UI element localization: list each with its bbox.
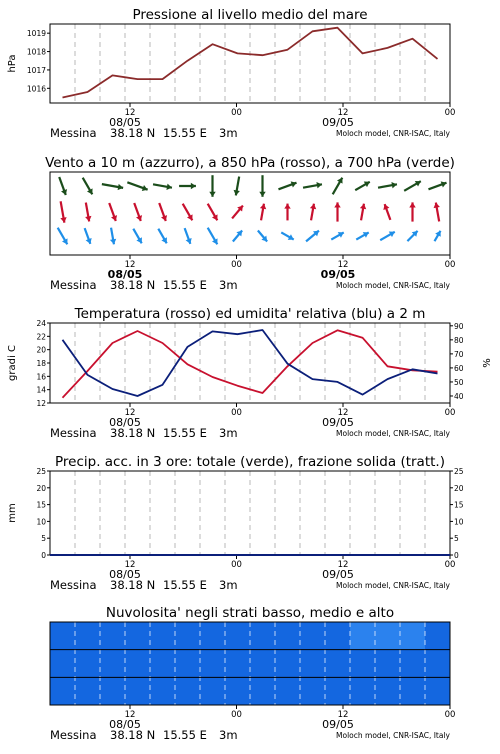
panel-pressure bbox=[7, 7, 455, 140]
location-name: Messina bbox=[50, 426, 97, 440]
date-label: 09/05 bbox=[320, 268, 356, 281]
x-tick-label: 12 bbox=[337, 260, 349, 270]
y-axis-label: mm bbox=[7, 503, 18, 523]
location-name: Messina bbox=[50, 728, 97, 742]
model-credit: Moloch model, CNR-ISAC, Italy bbox=[336, 281, 450, 290]
date-label: 09/05 bbox=[322, 568, 354, 581]
x-tick-label: 12 bbox=[124, 710, 136, 720]
x-tick-label: 00 bbox=[231, 108, 242, 118]
location-name: Messina bbox=[50, 278, 97, 292]
panel-cloudiness bbox=[50, 605, 455, 742]
cloud-cell bbox=[425, 677, 451, 705]
cloud-cell bbox=[250, 677, 276, 705]
location-lat: 38.18 N bbox=[110, 278, 156, 292]
cloud-cell bbox=[100, 677, 126, 705]
cloud-cell bbox=[200, 622, 226, 650]
y-tick-label: 10 bbox=[36, 517, 46, 527]
y-tick-label: 15 bbox=[36, 500, 46, 510]
x-tick-label: 12 bbox=[337, 108, 349, 118]
cloud-cell bbox=[225, 650, 251, 678]
cloud-cell bbox=[425, 650, 451, 678]
cloud-cell bbox=[50, 622, 76, 650]
x-tick-label: 00 bbox=[444, 408, 456, 418]
location-name: Messina bbox=[50, 126, 97, 140]
location-lat: 38.18 N bbox=[110, 578, 156, 592]
y-tick-label: 1017 bbox=[26, 65, 46, 75]
cloud-cell bbox=[75, 650, 101, 678]
y-tick-label: 20 bbox=[36, 483, 46, 493]
location-lon: 15.55 E bbox=[163, 578, 207, 592]
cloud-cell bbox=[75, 677, 101, 705]
cloud-cell bbox=[350, 677, 376, 705]
panel-title: Pressione al livello medio del mare bbox=[132, 7, 368, 23]
y-tick-label: 25 bbox=[36, 467, 46, 476]
cloud-cell bbox=[425, 622, 451, 650]
y-tick-label: 70 bbox=[454, 349, 464, 359]
y-tick-label: 1018 bbox=[26, 47, 46, 57]
cloud-cell bbox=[325, 650, 351, 678]
panel-title: Vento a 10 m (azzurro), a 850 hPa (rosso), a 700 hPa (verde) bbox=[45, 155, 455, 171]
cloud-cell bbox=[150, 677, 176, 705]
cloud-cell bbox=[375, 650, 401, 678]
panel-title: Temperatura (rosso) ed umidita' relativa (blu) a 2 m bbox=[74, 306, 426, 322]
date-label: 08/05 bbox=[107, 268, 143, 281]
cloud-cell bbox=[100, 650, 126, 678]
location-name: Messina bbox=[50, 578, 97, 592]
location-lon: 15.55 E bbox=[163, 126, 207, 140]
y-axis-label: hPa bbox=[7, 54, 18, 73]
cloud-cell bbox=[325, 622, 351, 650]
y-axis-label: gradi C bbox=[7, 345, 18, 381]
cloud-cell bbox=[175, 622, 201, 650]
cloud-cell bbox=[400, 650, 426, 678]
cloud-cell bbox=[275, 677, 301, 705]
y-tick-label: 0 bbox=[454, 551, 459, 560]
cloud-cell bbox=[50, 677, 76, 705]
location-elevation: 3m bbox=[219, 126, 238, 140]
panel-temperature bbox=[7, 306, 493, 440]
cloud-cell bbox=[375, 677, 401, 705]
location-lon: 15.55 E bbox=[163, 426, 207, 440]
x-tick-label: 00 bbox=[231, 408, 242, 418]
x-tick-label: 12 bbox=[337, 710, 349, 720]
cloud-cell bbox=[125, 650, 151, 678]
x-tick-label: 00 bbox=[444, 260, 456, 270]
y-tick-label: 40 bbox=[454, 391, 464, 401]
cloud-cell bbox=[300, 650, 326, 678]
date-label: 09/05 bbox=[322, 718, 354, 731]
cloud-cell bbox=[100, 622, 126, 650]
cloud-cell bbox=[225, 677, 251, 705]
panel-title: Precip. acc. in 3 ore: totale (verde), frazione solida (tratt.) bbox=[55, 454, 445, 470]
x-tick-label: 12 bbox=[124, 408, 136, 418]
y-tick-label: 18 bbox=[36, 359, 46, 368]
model-credit: Moloch model, CNR-ISAC, Italy bbox=[336, 581, 450, 590]
cloud-cell bbox=[225, 622, 251, 650]
date-label: 09/05 bbox=[322, 416, 354, 429]
location-elevation: 3m bbox=[219, 578, 238, 592]
location-elevation: 3m bbox=[219, 426, 238, 440]
y-tick-label: 5 bbox=[454, 534, 459, 544]
x-tick-label: 00 bbox=[231, 260, 242, 270]
y-tick-label: 1019 bbox=[26, 29, 46, 39]
cloud-cell bbox=[125, 622, 151, 650]
cloud-cell bbox=[75, 622, 101, 650]
location-lat: 38.18 N bbox=[110, 126, 156, 140]
model-credit: Moloch model, CNR-ISAC, Italy bbox=[336, 731, 450, 740]
date-label: 08/05 bbox=[109, 568, 141, 581]
y-tick-label: 15 bbox=[454, 500, 464, 510]
y-tick-label: 80 bbox=[454, 335, 464, 345]
y-tick-label: 20 bbox=[454, 483, 464, 493]
y-tick-label: 50 bbox=[454, 377, 464, 387]
y-tick-label: 10 bbox=[454, 517, 464, 527]
cloud-cell bbox=[150, 622, 176, 650]
cloud-cell bbox=[125, 677, 151, 705]
cloud-cell bbox=[375, 622, 401, 650]
cloud-cell bbox=[175, 650, 201, 678]
panel-title: Nuvolosita' negli strati basso, medio e alto bbox=[105, 605, 395, 621]
cloud-cell bbox=[50, 650, 76, 678]
cloud-cell bbox=[325, 677, 351, 705]
cloud-cell bbox=[200, 677, 226, 705]
x-tick-label: 00 bbox=[231, 710, 242, 720]
cloud-cell bbox=[400, 677, 426, 705]
cloud-cell bbox=[300, 677, 326, 705]
y-tick-label: 12 bbox=[36, 399, 46, 408]
y-tick-label: 0 bbox=[41, 551, 46, 560]
location-elevation: 3m bbox=[219, 728, 238, 742]
cloud-cell bbox=[200, 650, 226, 678]
cloud-cell bbox=[175, 677, 201, 705]
y-tick-label: 14 bbox=[36, 385, 46, 395]
panel-precipitation bbox=[7, 454, 464, 592]
model-credit: Moloch model, CNR-ISAC, Italy bbox=[336, 129, 450, 138]
panel-wind bbox=[45, 155, 455, 292]
cloud-cell bbox=[275, 650, 301, 678]
cloud-cell bbox=[300, 622, 326, 650]
x-tick-label: 00 bbox=[444, 108, 456, 118]
cloud-cell bbox=[400, 622, 426, 650]
cloud-cell bbox=[250, 650, 276, 678]
x-tick-label: 00 bbox=[444, 560, 456, 570]
location-lon: 15.55 E bbox=[163, 728, 207, 742]
date-label: 09/05 bbox=[322, 116, 354, 129]
y-tick-label: 5 bbox=[41, 534, 46, 544]
x-tick-label: 00 bbox=[231, 560, 242, 570]
x-tick-label: 12 bbox=[124, 108, 136, 118]
cloud-cell bbox=[350, 650, 376, 678]
date-label: 08/05 bbox=[109, 718, 141, 731]
x-tick-label: 12 bbox=[124, 560, 136, 570]
date-label: 08/05 bbox=[109, 116, 141, 129]
x-tick-label: 00 bbox=[444, 710, 456, 720]
location-lat: 38.18 N bbox=[110, 728, 156, 742]
cloud-cell bbox=[275, 622, 301, 650]
y-tick-label: 25 bbox=[454, 467, 464, 476]
x-tick-label: 12 bbox=[337, 408, 349, 418]
y-axis-label: % bbox=[482, 358, 493, 368]
y-tick-label: 60 bbox=[454, 363, 464, 373]
cloud-cell bbox=[350, 622, 376, 650]
y-tick-label: 22 bbox=[36, 332, 46, 342]
date-label: 08/05 bbox=[109, 416, 141, 429]
model-credit: Moloch model, CNR-ISAC, Italy bbox=[336, 429, 450, 438]
x-tick-label: 12 bbox=[337, 560, 349, 570]
x-tick-label: 12 bbox=[124, 260, 136, 270]
location-lon: 15.55 E bbox=[163, 278, 207, 292]
y-tick-label: 1016 bbox=[26, 84, 46, 94]
y-tick-label: 16 bbox=[36, 372, 46, 382]
cloud-cell bbox=[150, 650, 176, 678]
y-tick-label: 90 bbox=[454, 321, 464, 331]
y-tick-label: 20 bbox=[36, 345, 46, 355]
location-lat: 38.18 N bbox=[110, 426, 156, 440]
cloud-cell bbox=[250, 622, 276, 650]
y-tick-label: 24 bbox=[36, 319, 46, 328]
location-elevation: 3m bbox=[219, 278, 238, 292]
